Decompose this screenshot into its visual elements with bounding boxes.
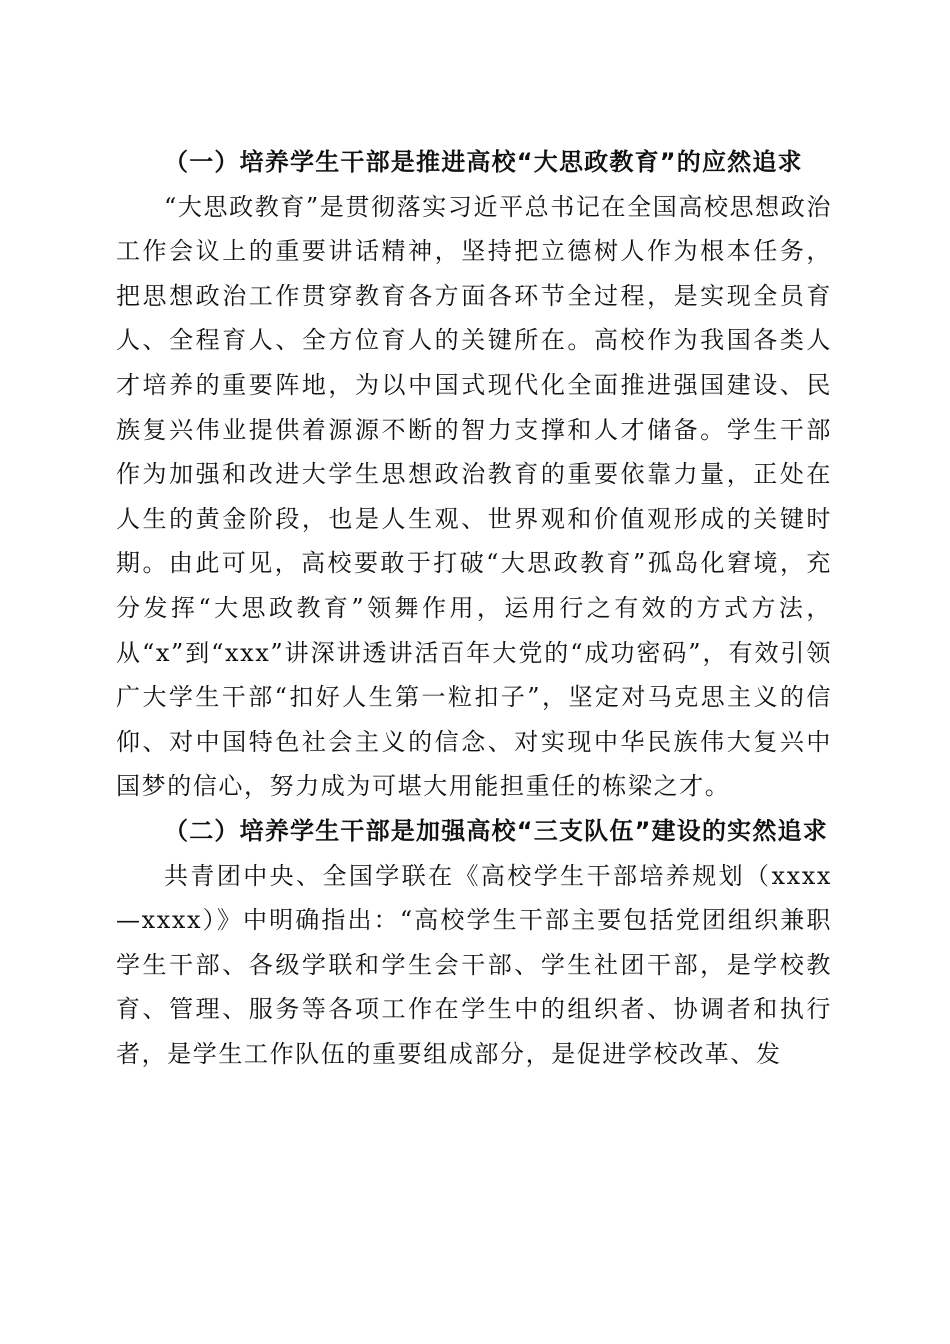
section-1-paragraph: “大思政教育”是贯彻落实习近平总书记在全国高校思想政治工作会议上的重要讲话精神，坚持把立德树人作为根本任务，把思想政治工作贯穿教育各方面各环节全过程，是实现全员育人、全程育人、全方位育人的关键所在。高校作为我国各类人才培养的重要阵地，为以中国式现代化全面推进强国建设、民族复兴伟业提供着源源不断的智力支撑和人才储备。学生干部作为加强和改进大学生思想政治教育的重要依靠力量，正处在人生的黄金阶段，也是人生观、世界观和价值观形成的关键时期。由此可见，高校要敢于打破“大思政教育”孤岛化窘境，充分发挥“大思政教育”领舞作用，运用行之有效的方式方法，从“x”到“xxx”讲深讲透讲活百年大党的“成功密码”，有效引领广大学生干部“扣好人生第一粒扣子”，坚定对马克思主义的信仰、对中国特色社会主义的信念、对实现中华民族伟大复兴中国梦的信心，努力成为可堪大用能担重任的栋梁之才。 xyxy=(116,192,832,801)
document-body xyxy=(116,140,832,1076)
section-2-heading: （二）培养学生干部是加强高校“三支队伍”建设的实然追求 xyxy=(164,816,828,845)
section-2-paragraph: 共青团中央、全国学联在《高校学生干部培养规划（xxxx—xxxx）》中明确指出：“高校学生干部主要包括党团组织兼职学生干部、各级学联和学生会干部、学生社团干部，是学校教育、管理、服务等各项工作在学生中的组织者、协调者和执行者，是学生工作队伍的重要组成部分，是促进学校改革、发 xyxy=(116,861,832,1068)
section-1-heading: （一）培养学生干部是推进高校“大思政教育”的应然追求 xyxy=(164,148,803,176)
